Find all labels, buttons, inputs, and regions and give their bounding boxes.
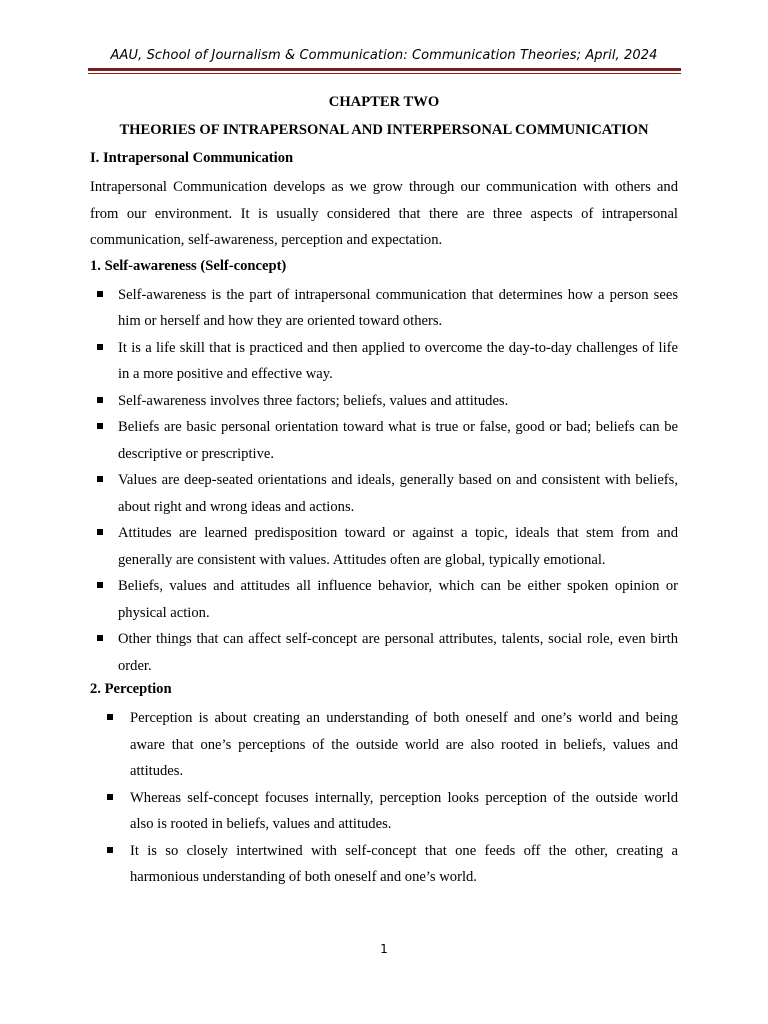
page-content xyxy=(90,92,678,891)
list-item-text: Other things that can affect self-concept are personal attributes, talents, social role, even birth order. xyxy=(118,631,678,674)
list-item-text: Perception is about creating an understanding of both oneself and one’s world and being aware that one’s perceptions of the outside world are also rooted in beliefs, values and attitudes. xyxy=(130,710,678,779)
list-item-text: Beliefs are basic personal orientation toward what is true or false, good or bad; beliefs can be descriptive or prescriptive. xyxy=(118,419,678,462)
list-item xyxy=(90,520,678,573)
square-bullet-icon xyxy=(97,582,103,588)
page-number: 1 xyxy=(380,942,388,956)
list-item xyxy=(90,335,678,388)
list-item xyxy=(90,414,678,467)
list-item-text: Self-awareness involves three factors; beliefs, values and attitudes. xyxy=(118,392,509,409)
square-bullet-icon xyxy=(97,529,103,535)
list-item-text: Whereas self-concept focuses internally, perception looks perception of the outside world also is rooted in beliefs, values and attitudes. xyxy=(130,789,678,832)
square-bullet-icon xyxy=(97,291,103,297)
list-item-text: Beliefs, values and attitudes all influence behavior, which can be either spoken opinion or physical action. xyxy=(118,578,678,621)
square-bullet-icon xyxy=(97,476,103,482)
list-item-text: It is a life skill that is practiced and then applied to overcome the day-to-day challenges of life in a more positive and effective way. xyxy=(118,339,678,382)
square-bullet-icon xyxy=(107,714,113,720)
list-item xyxy=(90,785,678,838)
chapter-label: CHAPTER TWO xyxy=(328,94,440,110)
list-item xyxy=(90,388,678,415)
list-item xyxy=(90,626,678,679)
square-bullet-icon xyxy=(97,397,103,403)
square-bullet-icon xyxy=(107,847,113,853)
list-item xyxy=(90,467,678,520)
page-header: AAU, School of Journalism & Communication: Communication Theories; April, 2024 xyxy=(110,48,658,63)
section-heading-perception: 2. Perception xyxy=(90,681,172,697)
list-item-text: Self-awareness is the part of intrapersonal communication that determines how a person sees him or herself and how they are oriented toward others. xyxy=(118,286,678,329)
list-item-text: It is so closely intertwined with self-concept that one feeds off the other, creating a harmonious understanding of both oneself and one’s world. xyxy=(130,842,678,885)
header-rule-thick xyxy=(88,68,681,71)
square-bullet-icon xyxy=(97,423,103,429)
chapter-title: THEORIES OF INTRAPERSONAL AND INTERPERSONAL COMMUNICATION xyxy=(119,122,649,138)
list-item xyxy=(90,705,678,785)
square-bullet-icon xyxy=(107,794,113,800)
square-bullet-icon xyxy=(97,635,103,641)
list-item-text: Attitudes are learned predisposition toward or against a topic, ideals that stem from and generally are consistent with values. Attitudes often are global, typically emotional. xyxy=(118,525,678,568)
perception-list xyxy=(90,705,678,891)
section-heading-intrapersonal: I. Intrapersonal Communication xyxy=(90,150,294,166)
square-bullet-icon xyxy=(97,344,103,350)
intro-paragraph: Intrapersonal Communication develops as we grow through our communication with others and from our environment. It is usually considered that there are three aspects of intrapersonal communication, self-awareness, perception and expectation. xyxy=(90,179,678,248)
list-item xyxy=(90,573,678,626)
list-item-text: Values are deep-seated orientations and ideals, generally based on and consistent with beliefs, about right and wrong ideas and actions. xyxy=(118,472,678,515)
section-heading-self-awareness: 1. Self-awareness (Self-concept) xyxy=(90,257,287,274)
list-item xyxy=(90,838,678,891)
self-awareness-list xyxy=(90,282,678,680)
list-item xyxy=(90,282,678,335)
header-rule-thin xyxy=(88,73,681,74)
